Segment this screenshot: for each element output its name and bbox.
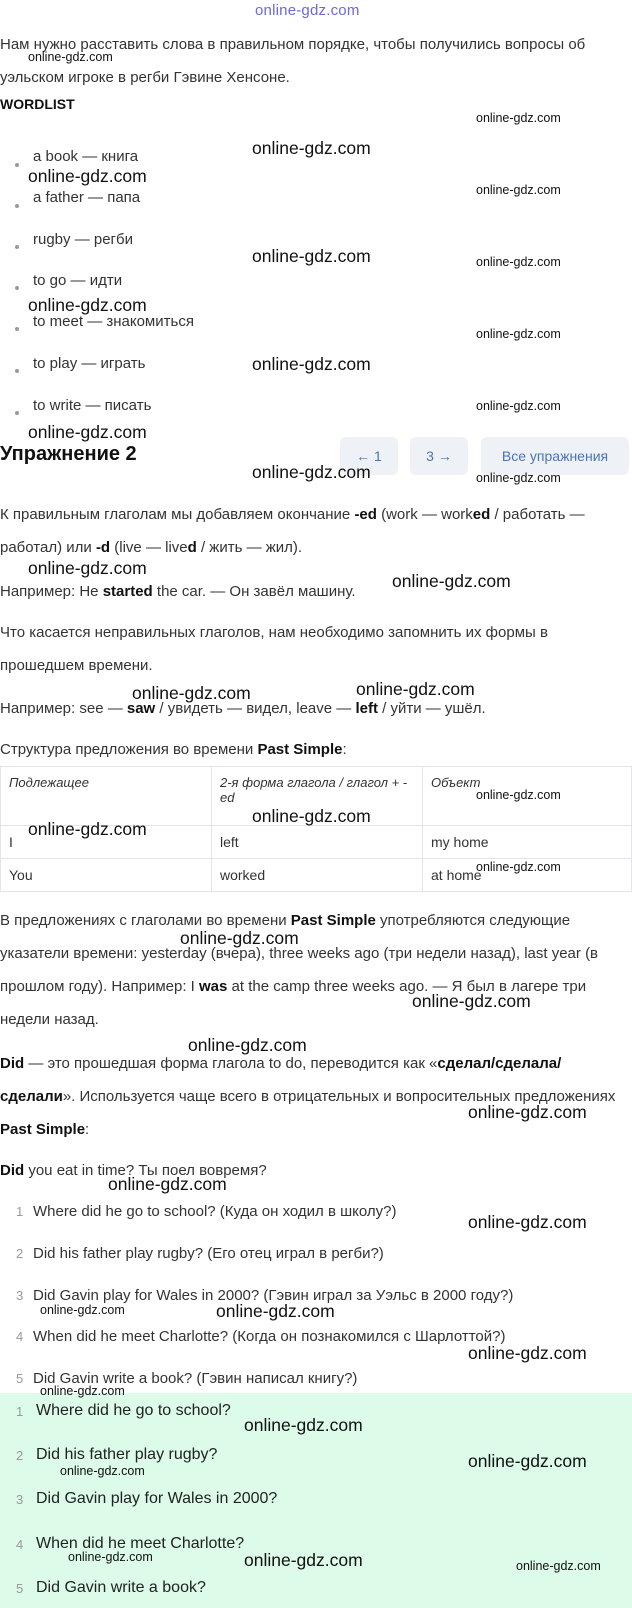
bold-segment: -d: [95, 539, 111, 556]
watermark: online-gdz.com: [392, 571, 511, 591]
wordlist-title: WORDLIST: [0, 96, 75, 112]
watermark: online-gdz.com: [28, 558, 147, 578]
watermark: online-gdz.com: [356, 679, 475, 699]
text-segment: / работать — работал) или: [0, 506, 585, 556]
prev-exercise-button[interactable]: ← 1: [340, 437, 398, 475]
bold-segment: сделал/сделала/сделали: [0, 1055, 562, 1105]
watermark: online-gdz.com: [180, 928, 299, 948]
watermark: online-gdz.com: [60, 1464, 145, 1478]
watermark: online-gdz.com: [28, 819, 147, 839]
rule-example-regular: [0, 575, 632, 608]
text-segment: you eat in time? Ты поел вовремя?: [24, 1162, 267, 1179]
item-text: Where did he go to school?: [36, 1402, 231, 1419]
rule-paragraph-endings: [0, 498, 632, 564]
item-number: 3: [16, 1288, 24, 1303]
text-segment: В предложениях с глаголами во времени: [0, 912, 291, 929]
watermark: online-gdz.com: [68, 1550, 153, 1564]
watermark: online-gdz.com: [412, 991, 531, 1011]
list-item: rugby — регби: [33, 231, 133, 248]
item-text: Did his father play rugby? (Его отец играл в регби?): [33, 1245, 384, 1262]
watermark: online-gdz.com: [476, 255, 561, 269]
bold-segment: started: [102, 583, 153, 600]
text-segment: Структура предложения во времени: [0, 741, 258, 758]
bullet-dot: [15, 204, 19, 208]
list-item: to play — играть: [33, 355, 146, 372]
item-text: Did Gavin play for Wales in 2000?: [36, 1490, 278, 1507]
bold-segment: ed: [472, 506, 491, 523]
watermark: online-gdz.com: [252, 354, 371, 374]
table-cell: at home: [423, 859, 632, 892]
table-cell: I: [1, 826, 212, 859]
watermark: online-gdz.com: [468, 1451, 587, 1471]
bullet-dot: [15, 327, 19, 331]
table-header-cell: Подлежащее: [1, 767, 212, 826]
item-number: 1: [16, 1204, 24, 1219]
time-markers-paragraph: [0, 904, 632, 1036]
item-number: 5: [16, 1371, 24, 1386]
table-cell: left: [212, 826, 423, 859]
structure-caption: [0, 733, 632, 766]
table-cell: You: [1, 859, 212, 892]
item-text: Where did he go to school? (Куда он ходил в школу?): [33, 1203, 397, 1220]
item-text: Did Gavin play for Wales in 2000? (Гэвин играл за Уэльс в 2000 году?): [33, 1287, 514, 1304]
bold-segment: saw: [126, 700, 156, 717]
bold-segment: Did: [0, 1162, 25, 1179]
top-watermark: online-gdz.com: [255, 2, 360, 19]
text-segment: :: [342, 741, 347, 758]
text-segment: употребляются следующие указатели времени: yesterday (вчера), three weeks ago (три недели назад), last year (в прошлом году). Например: I: [0, 912, 599, 995]
watermark: online-gdz.com: [476, 327, 561, 341]
rule-paragraph-irregular: Что касается неправильных глаголов, нам необходимо запомнить их формы в прошедшем времени.: [0, 624, 548, 674]
text-segment: (live — live: [110, 539, 188, 556]
text-segment: / жить — жил).: [196, 539, 303, 556]
list-item: a father — папа: [33, 189, 141, 206]
watermark: online-gdz.com: [244, 1415, 363, 1435]
watermark: online-gdz.com: [476, 788, 561, 802]
watermark: online-gdz.com: [28, 295, 147, 315]
watermark: online-gdz.com: [252, 246, 371, 266]
list-item: a book — книга: [33, 148, 139, 165]
watermark: online-gdz.com: [28, 422, 147, 442]
bullet-dot: [15, 163, 19, 167]
watermark: online-gdz.com: [244, 1550, 363, 1570]
watermark: online-gdz.com: [516, 1559, 601, 1573]
item-text: When did he meet Charlotte? (Когда он познакомился с Шарлоттой?): [33, 1328, 506, 1345]
watermark: online-gdz.com: [40, 1303, 125, 1317]
text-segment: Например: see —: [0, 700, 127, 717]
bold-segment: -ed: [354, 506, 377, 523]
list-item: to go — идти: [33, 272, 123, 289]
item-number: 2: [16, 1246, 24, 1261]
text-segment: the car. — Он завёл машину.: [152, 583, 356, 600]
bold-segment: Past Simple: [257, 741, 343, 758]
text-segment: К правильным глаголам мы добавляем окончание: [0, 506, 355, 523]
did-paragraph: [0, 1047, 632, 1146]
rule-example-irregular: [0, 692, 632, 725]
watermark: online-gdz.com: [252, 138, 371, 158]
text-segment: :: [85, 1121, 90, 1138]
watermark: online-gdz.com: [188, 1035, 307, 1055]
bold-segment: was: [199, 978, 228, 995]
bold-segment: Past Simple: [0, 1121, 86, 1138]
text-segment: / увидеть — видел, leave —: [155, 700, 356, 717]
list-item: to meet — знакомиться: [33, 313, 194, 330]
watermark: online-gdz.com: [468, 1212, 587, 1232]
bullet-dot: [15, 245, 19, 249]
bold-segment: Past Simple: [290, 912, 376, 929]
text-segment: — это прошедшая форма глагола to do, переводится как «: [24, 1055, 438, 1072]
watermark: online-gdz.com: [132, 683, 251, 703]
table-cell: my home: [423, 826, 632, 859]
text-segment: (work — work: [376, 506, 473, 523]
item-number: 4: [16, 1537, 24, 1552]
next-exercise-button[interactable]: 3 →: [410, 437, 468, 475]
list-item: to write — писать: [33, 397, 152, 414]
watermark: online-gdz.com: [28, 166, 147, 186]
watermark: online-gdz.com: [468, 1343, 587, 1363]
watermark: online-gdz.com: [252, 462, 371, 482]
bold-segment: Did: [0, 1055, 25, 1072]
item-number: 3: [16, 1492, 24, 1507]
item-number: 4: [16, 1329, 24, 1344]
watermark: online-gdz.com: [28, 50, 113, 64]
table-header-cell: Объект: [423, 767, 632, 826]
watermark: online-gdz.com: [468, 1102, 587, 1122]
item-text: When did he meet Charlotte?: [36, 1535, 245, 1552]
bold-segment: left: [355, 700, 378, 717]
watermark: online-gdz.com: [476, 183, 561, 197]
bold-segment: d: [187, 539, 197, 556]
intro-text: Нам нужно расставить слова в правильном порядке, чтобы получились вопросы об уэльском игроке в регби Гэвине Хенсоне.: [0, 36, 586, 86]
watermark: online-gdz.com: [108, 1174, 227, 1194]
text-segment: / уйти — ушёл.: [377, 700, 486, 717]
bullet-dot: [15, 369, 19, 373]
watermark: online-gdz.com: [476, 471, 561, 485]
item-number: 2: [16, 1448, 24, 1463]
watermark: online-gdz.com: [476, 111, 561, 125]
text-segment: ». Используется чаще всего в отрицательных и вопросительных предложениях: [62, 1088, 616, 1105]
table-header-cell: 2-я форма глагола / глагол + -ed: [212, 767, 423, 826]
item-text: Did Gavin write a book? (Гэвин написал книгу?): [33, 1370, 358, 1387]
item-number: 5: [16, 1581, 24, 1596]
exercise-title: Упражнение 2: [0, 443, 137, 465]
item-text: Did his father play rugby?: [36, 1446, 218, 1463]
all-exercises-button[interactable]: Все упражнения: [481, 437, 629, 475]
watermark: online-gdz.com: [40, 1384, 125, 1398]
bullet-dot: [15, 286, 19, 290]
text-segment: at the camp three weeks ago. — Я был в лагере три недели назад.: [0, 978, 587, 1028]
watermark: online-gdz.com: [476, 399, 561, 413]
table-cell: worked: [212, 859, 423, 892]
watermark: online-gdz.com: [476, 860, 561, 874]
item-number: 1: [16, 1404, 24, 1419]
bullet-dot: [15, 411, 19, 415]
did-example: [0, 1154, 632, 1187]
watermark: online-gdz.com: [252, 806, 371, 826]
watermark: online-gdz.com: [216, 1301, 335, 1321]
item-text: Did Gavin write a book?: [36, 1579, 206, 1596]
text-segment: Например: He: [0, 583, 103, 600]
